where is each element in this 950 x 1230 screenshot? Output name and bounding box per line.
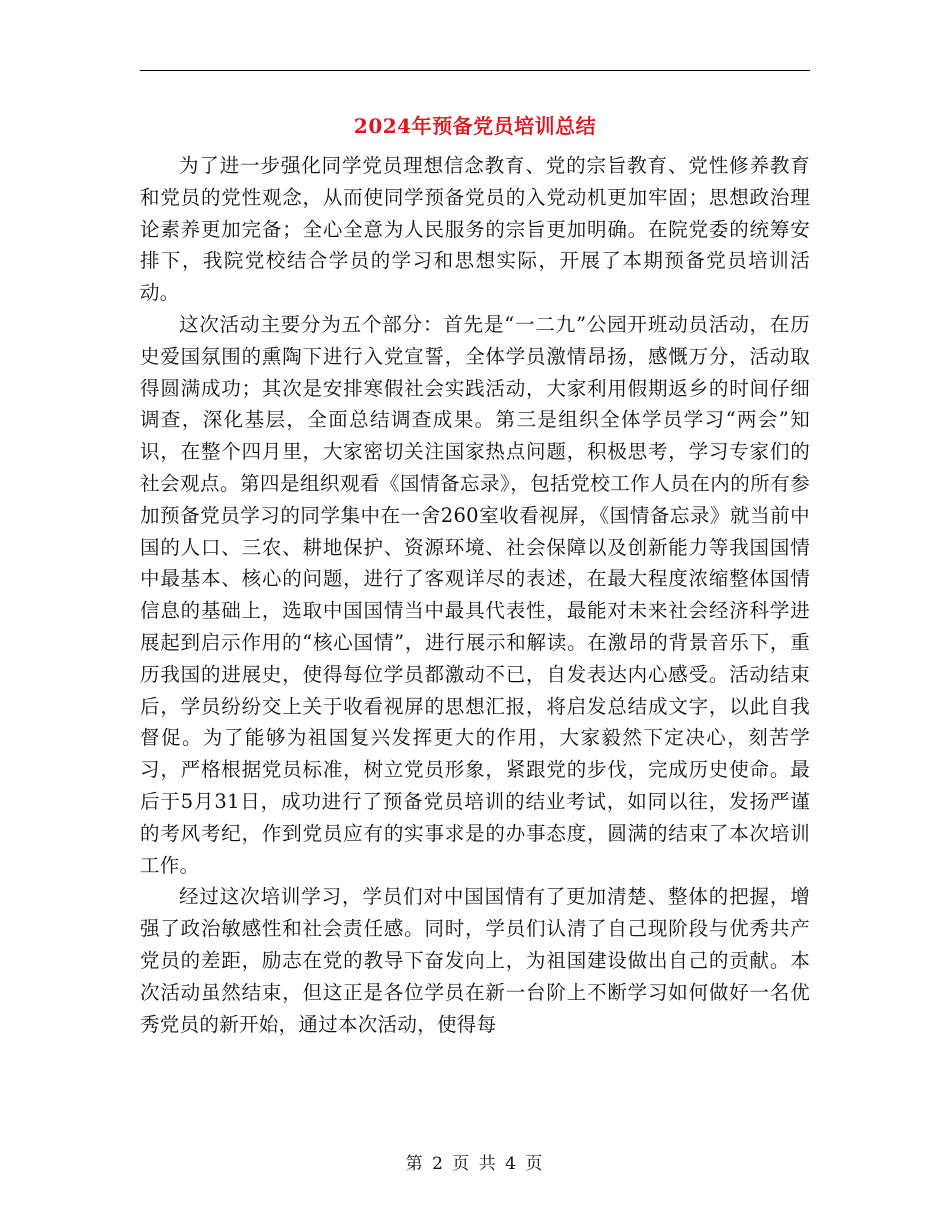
header-rule (140, 70, 810, 71)
paragraph-2: 这次活动主要分为五个部分：首先是“一二九”公园开班动员活动，在历史爱国氛围的熏陶下进行入党宣誓，全体学员激情昂扬，感慨万分，活动取得圆满成功；其次是安排寒假社会实践活动，大家利用假期返乡的时间仔细调查，深化基层，全面总结调查成果。第三是组织全体学员学习“两会”知识，在整个四月里，大家密切关注国家热点问题，积极思考，学习专家们的社会观点。第四是组织观看《国情备忘录》，包括党校工作人员在内的所有参加预备党员学习的同学集中在一舍260室收看视屏，《国情备忘录》就当前中国的人口、三农、耕地保护、资源环境、社会保障以及创新能力等我国国情中最基本、核心的问题，进行了客观详尽的表述，在最大程度浓缩整体国情信息的基础上，选取中国国情当中最具代表性，最能对未来社会经济科学进展起到启示作用的“核心国情”，进行展示和解读。在激昂的背景音乐下，重历我国的进展史，使得每位学员都激动不已，自发表达内心感受。活动结束后，学员纷纷交上关于收看视屏的思想汇报，将启发总结成文字，以此自我督促。为了能够为祖国复兴发挥更大的作用，大家毅然下定决心，刻苦学习，严格根据党员标准，树立党员形象，紧跟党的步伐，完成历史使命。最后于5月31日，成功进行了预备党员培训的结业考试，如同以往，发扬严谨的考风考纪，作到党员应有的实事求是的办事态度，圆满的结束了本次培训工作。 (140, 312, 810, 877)
page-number-footer: 第 2 页 共 4 页 (405, 1154, 545, 1174)
paragraph-3: 经过这次培训学习，学员们对中国国情有了更加清楚、整体的把握，增强了政治敏感性和社会责任感。同时，学员们认清了自己现阶段与优秀共产党员的差距，励志在党的教导下奋发向上，为祖国建设做出自己的贡献。本次活动虽然结束，但这正是各位学员在新一台阶上不断学习如何做好一名优秀党员的新开始，通过本次活动，使得每 (140, 885, 810, 1036)
document-title: 2024年预备党员培训总结 (353, 114, 597, 138)
document-body (140, 150, 810, 1040)
paragraph-1: 为了进一步强化同学党员理想信念教育、党的宗旨教育、党性修养教育和党员的党性观念，从而使同学预备党员的入党动机更加牢固；思想政治理论素养更加完备；全心全意为人民服务的宗旨更加明确。在院党委的统筹安排下，我院党校结合学员的学习和思想实际，开展了本期预备党员培训活动。 (140, 154, 810, 305)
